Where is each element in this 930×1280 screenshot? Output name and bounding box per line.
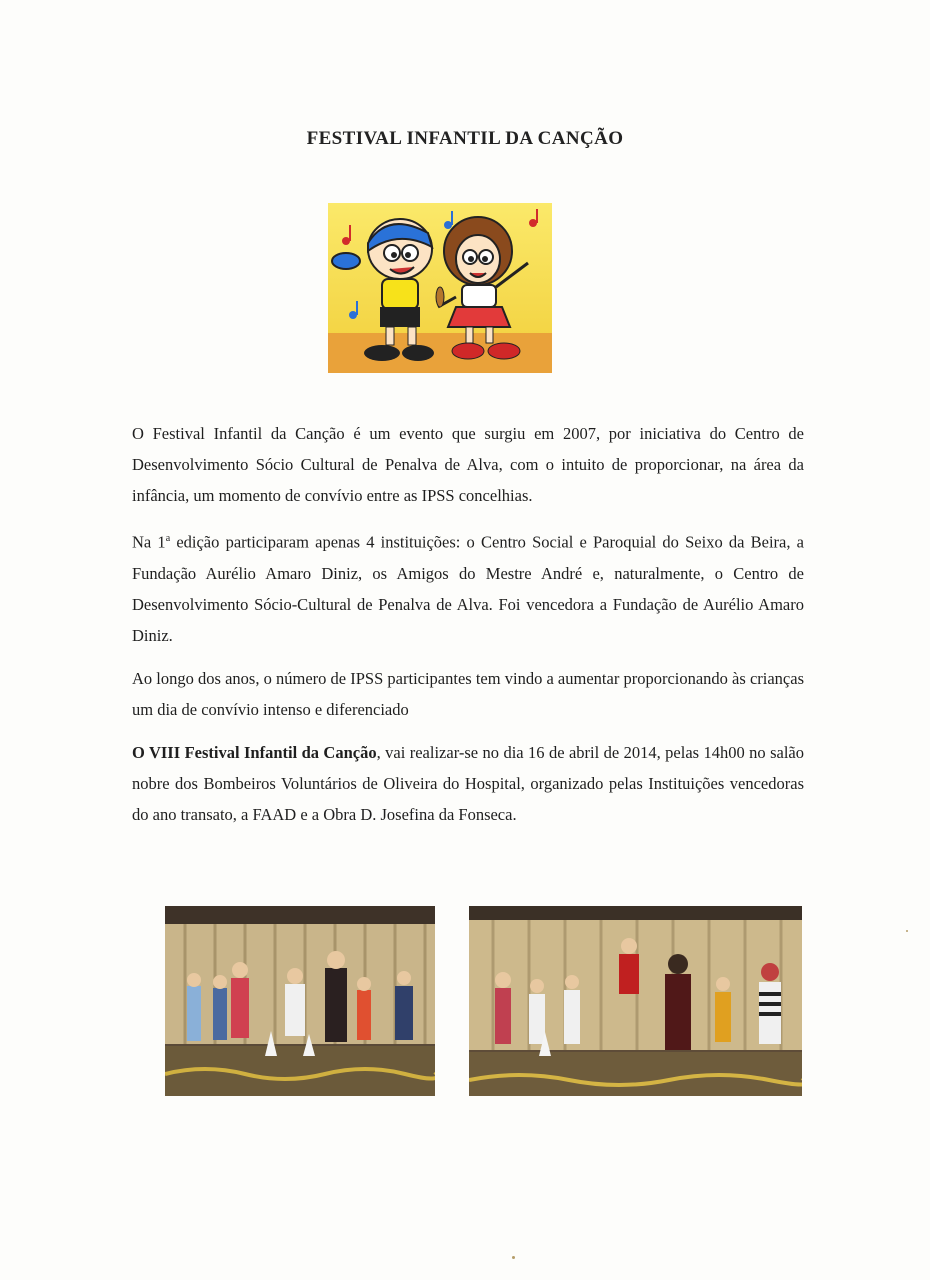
festival-photo-1	[165, 906, 435, 1096]
paper-speck	[906, 930, 908, 932]
stage-photo-image	[469, 906, 802, 1096]
paragraph-first-edition: Na 1$^a$ edição participaram apenas 4 instituições: o Centro Social e Paroquial do Seixo da Beira, a Fundação Aurélio Amaro Diniz, os Amigos do Mestre André e, naturalmente, o Centro de Desenvolvimento Sócio-Cultural de Penalva de Alva. Foi vencedora a Fundação de Aurélio Amaro Diniz.	[132, 532, 805, 645]
body-text	[132, 418, 804, 842]
cartoon-illustration	[328, 203, 552, 373]
stage-photo-image	[165, 906, 435, 1096]
paragraph-growth: Ao longo dos anos, o número de IPSS participantes tem vindo a aumentar proporcionando às crianças um dia de convívio intenso e diferenciado	[132, 668, 804, 719]
page-title: FESTIVAL INFANTIL DA CANÇÃO	[306, 128, 624, 149]
paper-speck	[512, 1256, 515, 1259]
paragraph-viii-festival: O VIII Festival Infantil da Canção, vai realizar-se no dia 16 de abril de 2014, pelas 14h00 no salão nobre dos Bombeiros Voluntários de Oliveira do Hospital, organizado pelas Instituições vencedoras do ano transato, a FAAD e a Obra D. Josefina da Fonseca.	[132, 742, 804, 824]
paragraph-intro: O Festival Infantil da Canção é um evento que surgiu em 2007, por iniciativa do Centro de Desenvolvimento Sócio Cultural de Penalva de Alva, com o intuito de proporcionar, na área da infância, um momento de convívio entre as IPSS concelhias.	[132, 424, 804, 505]
festival-photo-2	[469, 906, 802, 1096]
dancing-kids-image	[328, 203, 552, 373]
